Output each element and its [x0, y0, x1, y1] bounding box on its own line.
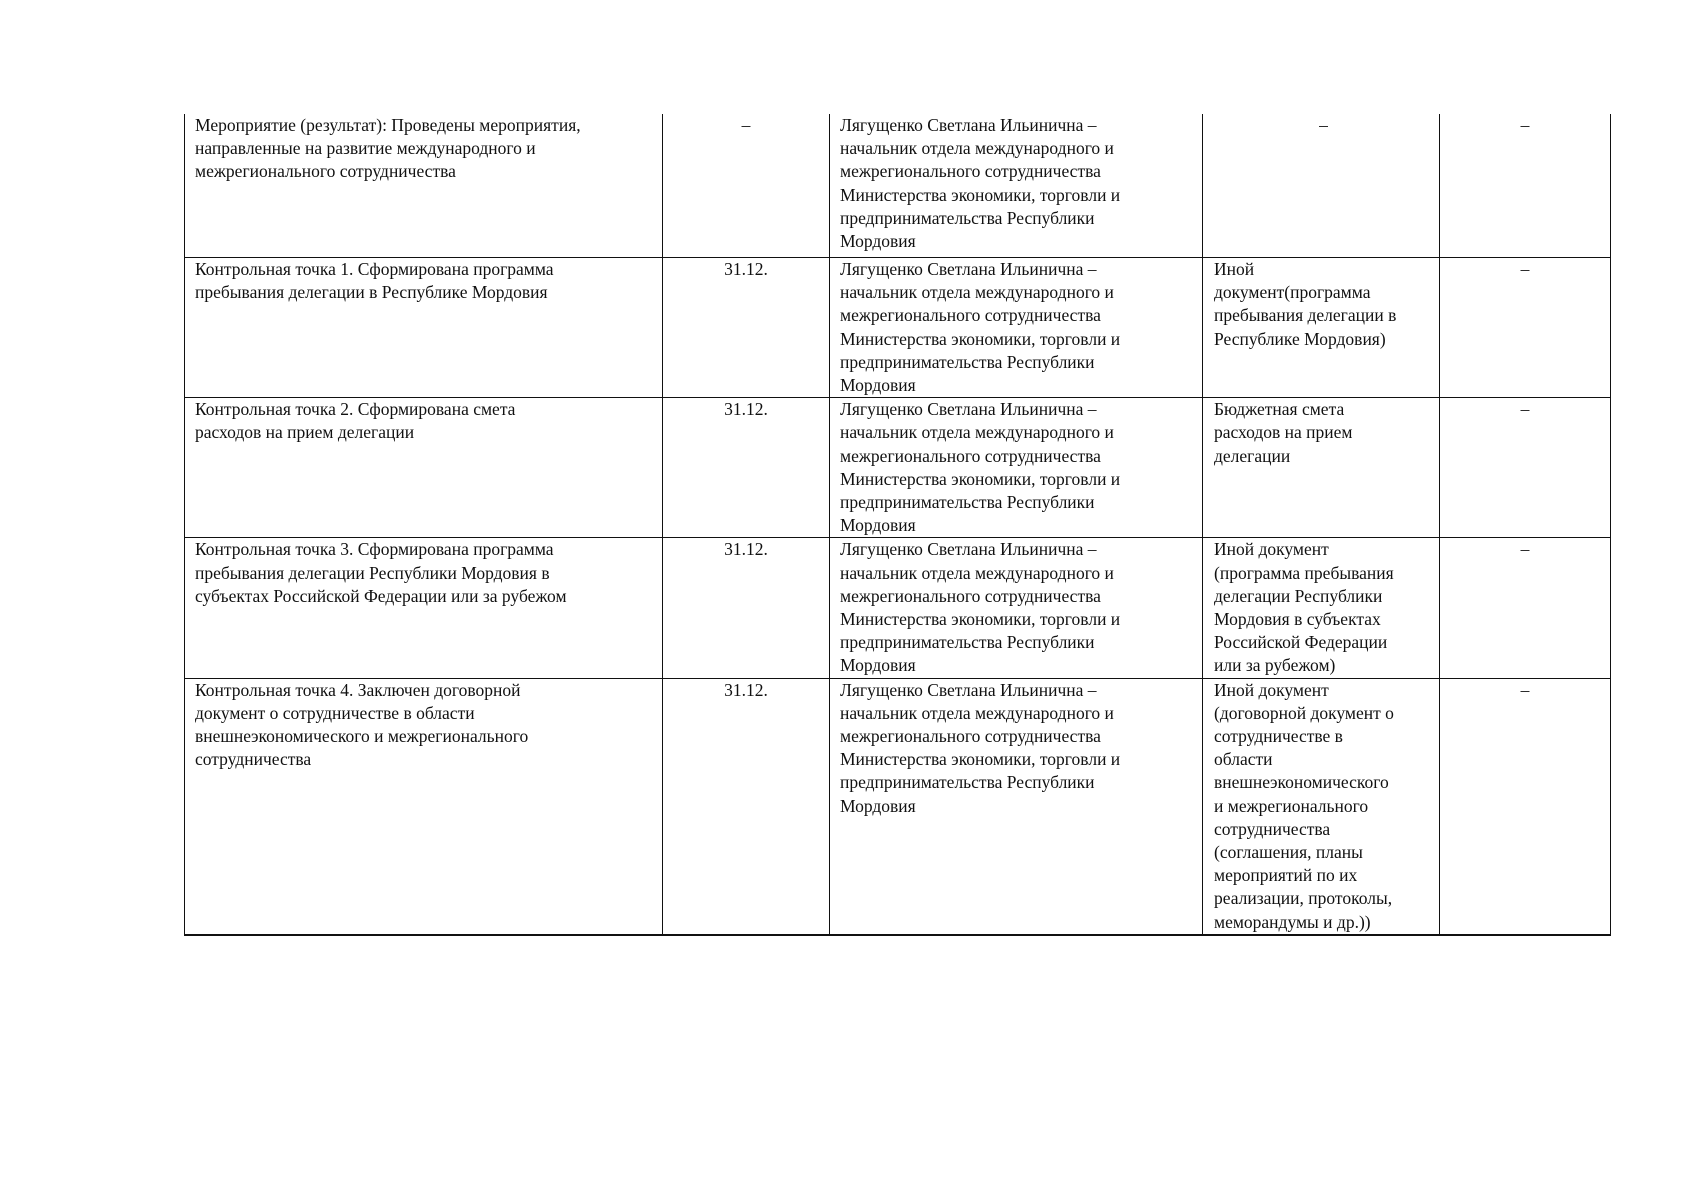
document-text: Иной документ (договорной документ о сотрудничестве в области внешнеэкономического и межрегионального сотрудничества (соглашения, планы мероприятий по их реализации, протоколы, меморандумы и др.))	[1214, 679, 1394, 932]
event-cell	[185, 678, 663, 935]
control-points-table	[184, 114, 1611, 936]
document-cell	[1203, 538, 1440, 678]
info-system-text: –	[1520, 115, 1530, 135]
date-text: 31.12.	[724, 679, 768, 700]
table-row	[185, 678, 1611, 935]
responsible-text: Лягущенко Светлана Ильинична – начальник отдела международного и межрегионального сотрудничества Министерства экономики, торговли и предпринимательства Республики Мордовия	[840, 679, 1121, 816]
date-text: –	[741, 115, 751, 135]
document-cell	[1203, 114, 1440, 258]
date-cell	[663, 678, 830, 935]
responsible-text: Лягущенко Светлана Ильинична – начальник отдела международного и межрегионального сотрудничества Министерства экономики, торговли и предпринимательства Республики Мордовия	[840, 115, 1121, 252]
info-system-cell	[1440, 114, 1611, 258]
responsible-cell	[830, 398, 1203, 538]
event-text: Мероприятие (результат): Проведены мероприятия, направленные на развитие международного и межрегионального сотрудничества	[195, 115, 581, 182]
document-text: Иной документ(программа пребывания делегации в Республике Мордовия)	[1214, 259, 1397, 349]
info-system-text: –	[1520, 679, 1530, 700]
document-text: Иной документ (программа пребывания делегации Республики Мордовия в субъектах Российской Федерации или за рубежом)	[1214, 539, 1394, 676]
event-text: Контрольная точка 1. Сформирована программа пребывания делегации в Республике Мордовия	[195, 259, 554, 303]
event-cell	[185, 398, 663, 538]
responsible-cell	[830, 258, 1203, 398]
date-cell	[663, 258, 830, 398]
document-cell	[1203, 258, 1440, 398]
event-cell	[185, 538, 663, 678]
event-text: Контрольная точка 4. Заключен договорной документ о сотрудничестве в области внешнеэкономического и межрегионального сотрудничества	[195, 679, 529, 770]
info-system-text: –	[1520, 539, 1530, 560]
info-system-cell	[1440, 538, 1611, 678]
event-cell	[185, 114, 663, 258]
date-text: 31.12.	[724, 399, 768, 420]
info-system-cell	[1440, 398, 1611, 538]
table-row	[185, 114, 1611, 258]
date-text: 31.12.	[724, 539, 768, 560]
date-cell	[663, 538, 830, 678]
event-text: Контрольная точка 2. Сформирована смета расходов на прием делегации	[195, 399, 516, 443]
date-cell	[663, 398, 830, 538]
responsible-cell	[830, 114, 1203, 258]
document-text: Бюджетная смета расходов на прием делегации	[1214, 399, 1353, 466]
responsible-text: Лягущенко Светлана Ильинична – начальник отдела международного и межрегионального сотрудничества Министерства экономики, торговли и предпринимательства Республики Мордовия	[840, 539, 1121, 676]
date-cell	[663, 114, 830, 258]
table-row	[185, 258, 1611, 398]
info-system-text: –	[1520, 399, 1530, 420]
responsible-cell	[830, 678, 1203, 935]
document-text: –	[1319, 115, 1328, 135]
document-cell	[1203, 678, 1440, 935]
table-row	[185, 538, 1611, 678]
table-row	[185, 398, 1611, 538]
event-cell	[185, 258, 663, 398]
info-system-cell	[1440, 258, 1611, 398]
responsible-text: Лягущенко Светлана Ильинична – начальник отдела международного и межрегионального сотрудничества Министерства экономики, торговли и предпринимательства Республики Мордовия	[840, 399, 1121, 536]
info-system-cell	[1440, 678, 1611, 935]
event-text: Контрольная точка 3. Сформирована программа пребывания делегации Республики Мордовия в субъектах Российской Федерации или за рубежом	[195, 539, 567, 606]
info-system-text: –	[1520, 259, 1530, 279]
date-text: 31.12.	[724, 259, 768, 279]
responsible-cell	[830, 538, 1203, 678]
responsible-text: Лягущенко Светлана Ильинична – начальник отдела международного и межрегионального сотрудничества Министерства экономики, торговли и предпринимательства Республики Мордовия	[840, 259, 1121, 396]
document-cell	[1203, 398, 1440, 538]
